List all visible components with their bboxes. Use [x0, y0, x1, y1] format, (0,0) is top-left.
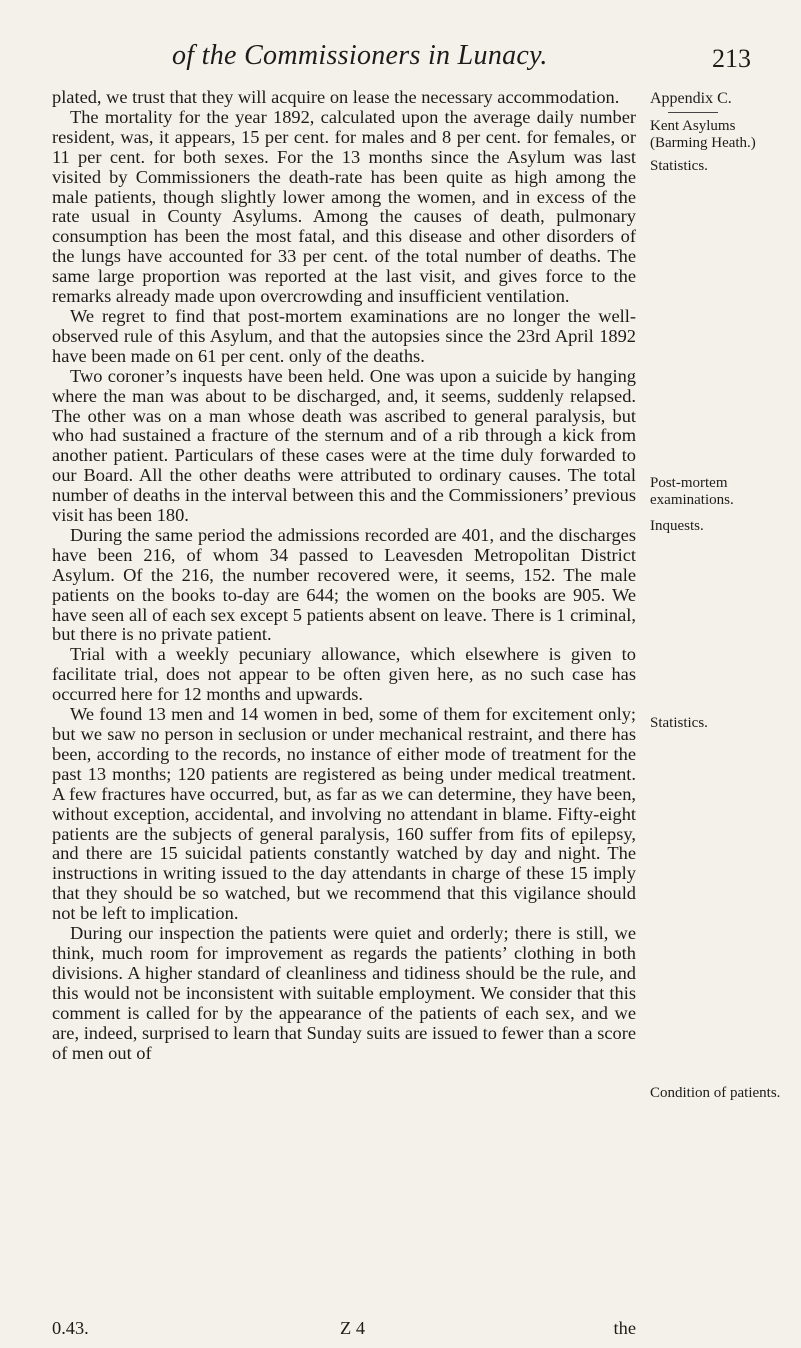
margin-note-appendix: Appendix C. — [650, 90, 732, 107]
paragraph-postmortem: We regret to find that post-mortem examinations are no longer the well-observed rule of this Asylum, and that the autopsies since the 23rd April 1892 have been made on 61 per cent. only of the deaths. — [52, 305, 636, 366]
paragraph-condition: During our inspection the patients were quiet and orderly; there is still, we think, much room for improvement as regards the patients’ clothing in both divisions. A higher standard of cleanliness and tidiness should be the rule, and this would not be inconsistent with suitable employment. We consider that this comment is called for by the appearance of the patients of each sex, and we are, indeed, surprised to learn that Sunday suits are issued to fewer than a score of men out of — [52, 923, 636, 1063]
margin-note-statistics-1: Statistics. — [650, 158, 708, 174]
paragraph-trial-allowance: Trial with a weekly pecuniary allowance, which elsewhere is given to facilitate trial, does not appear to be often given here, as no such case has occurred here for 12 months and upwards. — [52, 644, 636, 705]
print-number: 0.43. — [52, 1318, 89, 1338]
page-footer — [52, 1318, 636, 1338]
margin-note-kent-asylums — [650, 118, 796, 175]
page-number: 213 — [712, 44, 751, 73]
margin-note-kent-label: Kent Asylums (Barming Heath.) — [650, 118, 756, 151]
catchword: the — [613, 1318, 636, 1338]
paragraph-treatment: We found 13 men and 14 women in bed, some of them for excitement only; but we saw no person in seclusion or under mechanical restraint, and there has been, according to the records, no instance of either mode of treatment for the past 13 months; 120 patients are registered as being under medical treatment. A few fractures have occurred, but, as far as we can determine, they have been, without exception, accidental, and involving no attendant in blame. Fifty-eight patients are the subjects of general paralysis, 160 suffer from fits of epilepsy, and there are 15 suicidal patients constantly watched by day and night. The instructions in writing issued to the day attendants in charge of these 15 imply that they should be so watched, but we recommend that this vigilance should not be left to implication. — [52, 704, 636, 924]
paragraph-statistics: During the same period the admissions recorded are 401, and the discharges have been 216, of whom 34 passed to Leavesden Metropolitan District Asylum. Of the 216, the number recovered were, it seems, 152. The male patients on the books to-day are 644; the women on the books are 905. We have seen all of each sex except 5 patients absent on leave. There is 1 criminal, but there is no private patient. — [52, 524, 636, 645]
paragraph-mortality: The mortality for the year 1892, calculated upon the average daily number resident, was, it appears, 15 per cent. for males and 8 per cent. for females, or 11 per cent. for both sexes. For the 13 months since the Asylum was last visited by Commissioners the death-rate has been quite as high among the male patients, though slightly lower among the women, and in excess of the rate usual in County Asylums. Among the causes of death, pulmonary consumption has been the most fatal, and this disease and other disorders of the lungs have accounted for 33 per cent. of the total number of deaths. The same large proportion was reported at the last visit, and gives force to the remarks already made upon overcrowding and insufficient ventilation. — [52, 106, 636, 307]
paragraph-inquests: Two coroner’s inquests have been held. One was upon a suicide by hanging where the man was about to be discharged, and, it seems, suddenly relapsed. The other was on a man whose death was ascribed to general paralysis, but who had sustained a fracture of the sternum and of a rib through a kick from another patient. Particulars of these cases were at the time duly forwarded to our Board. All the other deaths were attributed to ordinary causes. The total number of deaths in the interval between this and the Commissioners’ previous visit has been 180. — [52, 365, 636, 526]
paragraph-accommodation: plated, we trust that they will acquire on lease the necessary accommodation. — [52, 87, 620, 107]
appendix-underline — [668, 112, 718, 113]
body-text — [52, 88, 636, 1063]
signature-mark: Z 4 — [340, 1318, 366, 1338]
running-title: of the Commissioners in Lunacy. — [172, 40, 548, 71]
margin-note-postmortem: Post-mortem examinations. — [650, 475, 734, 508]
margin-note-statistics-2: Statistics. — [650, 715, 708, 731]
margin-note-condition: Condition of patients. — [650, 1085, 781, 1101]
margin-note-inquests: Inquests. — [650, 518, 704, 534]
